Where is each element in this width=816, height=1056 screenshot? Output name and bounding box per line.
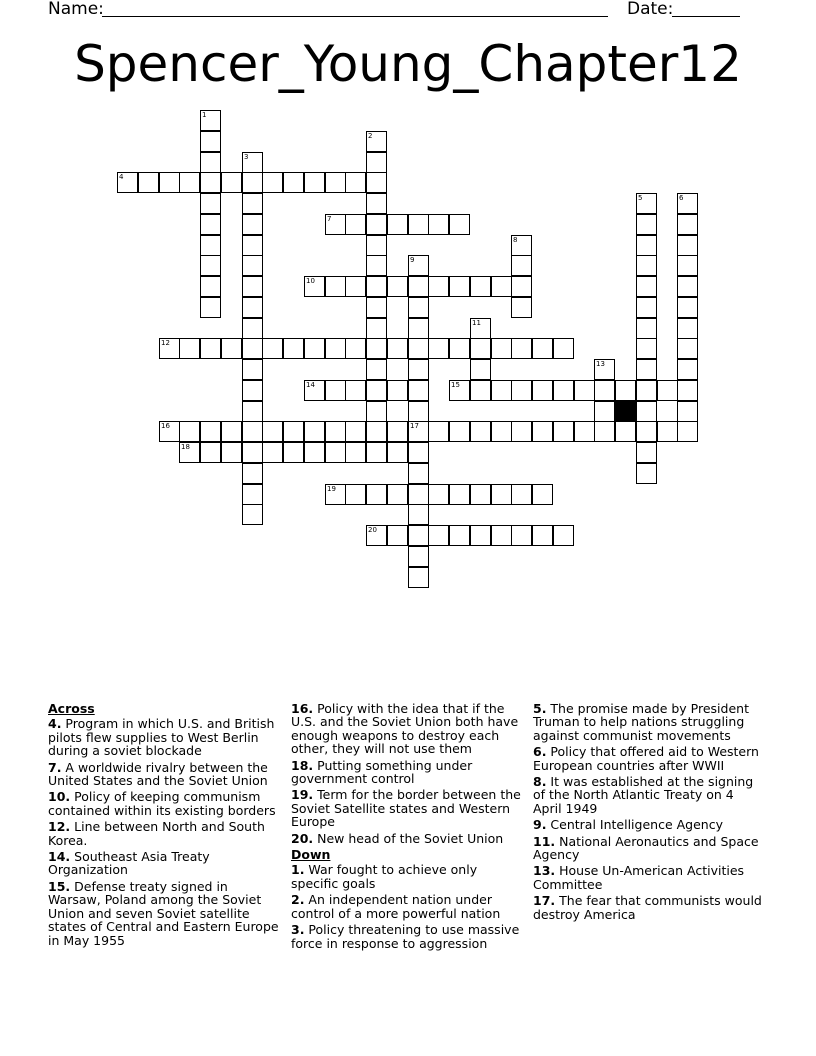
clue-number: 1 (202, 111, 207, 119)
grid-cell[interactable] (200, 214, 221, 235)
grid-cell[interactable] (242, 484, 263, 505)
grid-cell[interactable] (408, 338, 429, 359)
clue-number: 10 (306, 277, 315, 285)
clue-text: Putting something under government control (291, 757, 473, 787)
clue-column-1 (48, 702, 280, 950)
clue-item (48, 790, 280, 817)
grid-cell[interactable] (470, 276, 491, 297)
clue-number-label: 16. (291, 701, 314, 716)
grid-cell[interactable] (200, 442, 221, 463)
clue-text: War fought to achieve only specific goals (291, 862, 478, 891)
clue-item (533, 864, 765, 891)
grid-cell[interactable] (574, 380, 595, 401)
clue-number: 19 (327, 485, 336, 493)
clue-number-label: 17. (533, 893, 556, 909)
grid-cell[interactable] (387, 338, 408, 359)
grid-cell[interactable] (325, 380, 346, 401)
grid-cell[interactable] (366, 131, 387, 152)
clue-number: 11 (472, 319, 481, 327)
grid-cell[interactable] (636, 421, 657, 442)
clue-number: 17 (410, 422, 419, 430)
grid-cell[interactable] (325, 484, 346, 505)
grid-cell[interactable] (387, 214, 408, 235)
grid-cell[interactable] (366, 152, 387, 173)
clue-text: Southeast Asia Treaty Organization (48, 849, 210, 878)
grid-cell[interactable] (491, 525, 512, 546)
grid-cell[interactable] (449, 484, 470, 505)
grid-cell[interactable] (677, 235, 698, 256)
grid-cell[interactable] (304, 338, 325, 359)
grid-cell[interactable] (636, 297, 657, 318)
grid-cell[interactable] (345, 338, 366, 359)
grid-cell[interactable] (428, 338, 449, 359)
grid-cell[interactable] (387, 525, 408, 546)
grid-cell[interactable] (636, 380, 657, 401)
grid-cell[interactable] (366, 193, 387, 214)
grid-cell[interactable] (677, 214, 698, 235)
grid-cell[interactable] (553, 380, 574, 401)
grid-cell[interactable] (200, 131, 221, 152)
grid-cell[interactable] (283, 442, 304, 463)
grid-cell[interactable] (262, 172, 283, 193)
grid-cell[interactable] (200, 421, 221, 442)
grid-cell[interactable] (636, 255, 657, 276)
grid-cell[interactable] (470, 359, 491, 380)
grid-cell[interactable] (159, 421, 180, 442)
clue-number-label: 18. (291, 757, 314, 773)
grid-cell[interactable] (408, 380, 429, 401)
grid-cell[interactable] (636, 276, 657, 297)
clue-number-label: 12. (48, 819, 71, 835)
grid-cell[interactable] (221, 442, 242, 463)
grid-cell[interactable] (138, 172, 159, 193)
clue-text: The promise made by President Truman to help nations struggling against communist movements (533, 701, 749, 743)
grid-cell[interactable] (657, 380, 678, 401)
clue-number: 12 (161, 339, 170, 347)
grid-cell[interactable] (366, 214, 387, 235)
grid-cell[interactable] (532, 484, 553, 505)
clue-text: Term for the border between the Soviet Satellite states and Western Europe (291, 787, 521, 830)
grid-cell[interactable] (345, 380, 366, 401)
grid-cell[interactable] (242, 442, 263, 463)
grid-cell[interactable] (408, 463, 429, 484)
grid-cell[interactable] (345, 214, 366, 235)
grid-cell[interactable] (242, 297, 263, 318)
clue-text: Line between North and South Korea. (48, 819, 265, 848)
clue-text: A worldwide rivalry between the United States and the Soviet Union (48, 759, 268, 789)
clue-number: 2 (368, 132, 373, 140)
grid-cell[interactable] (636, 338, 657, 359)
grid-cell[interactable] (470, 318, 491, 339)
grid-cell[interactable] (449, 338, 470, 359)
clue-text: Policy that offered aid to Western European countries after WWII (533, 744, 759, 773)
grid-cell[interactable] (428, 525, 449, 546)
grid-cell[interactable] (242, 152, 263, 173)
grid-cell[interactable] (304, 380, 325, 401)
clue-item (48, 761, 280, 788)
clue-number-label: 13. (533, 863, 556, 879)
clue-item (533, 835, 765, 862)
grid-cell[interactable] (449, 525, 470, 546)
grid-cell[interactable] (615, 421, 636, 442)
grid-cell[interactable] (366, 338, 387, 359)
grid-cell[interactable] (636, 463, 657, 484)
grid-cell[interactable] (345, 276, 366, 297)
clue-number: 8 (513, 236, 518, 244)
grid-cell[interactable] (408, 297, 429, 318)
grid-cell[interactable] (200, 152, 221, 173)
grid-cell[interactable] (242, 338, 263, 359)
grid-cell[interactable] (242, 235, 263, 256)
grid-cell[interactable] (242, 463, 263, 484)
clue-number: 3 (244, 153, 249, 161)
grid-cell[interactable] (511, 421, 532, 442)
grid-cell[interactable] (366, 235, 387, 256)
clue-text: National Aeronautics and Space Agency (533, 833, 759, 863)
grid-cell[interactable] (511, 276, 532, 297)
clue-number: 18 (181, 443, 190, 451)
grid-cell[interactable] (304, 421, 325, 442)
grid-cell[interactable] (304, 172, 325, 193)
clue-number-label: 1. (291, 862, 305, 878)
grid-cell[interactable] (511, 338, 532, 359)
grid-cell[interactable] (574, 421, 595, 442)
grid-cell[interactable] (532, 421, 553, 442)
grid-cell[interactable] (242, 380, 263, 401)
grid-cell[interactable] (553, 338, 574, 359)
grid-cell[interactable] (408, 359, 429, 380)
grid-cell[interactable] (366, 401, 387, 422)
clue-column-2 (291, 702, 523, 953)
grid-cell[interactable] (262, 338, 283, 359)
clue-number: 5 (638, 194, 643, 202)
grid-cell[interactable] (470, 421, 491, 442)
grid-cell[interactable] (242, 359, 263, 380)
grid-cell[interactable] (200, 110, 221, 131)
grid-cell[interactable] (387, 421, 408, 442)
grid-cell[interactable] (408, 504, 429, 525)
grid-cell[interactable] (594, 359, 615, 380)
grid-cell[interactable] (408, 546, 429, 567)
grid-cell[interactable] (345, 484, 366, 505)
clue-number-label: 14. (48, 849, 71, 865)
grid-cell[interactable] (470, 525, 491, 546)
grid-cell[interactable] (594, 380, 615, 401)
clue-number-label: 4. (48, 716, 62, 732)
grid-cell[interactable] (470, 338, 491, 359)
grid-cell[interactable] (532, 338, 553, 359)
grid-cell[interactable] (511, 297, 532, 318)
grid-cell[interactable] (408, 421, 429, 442)
clue-number-label: 20. (291, 830, 314, 846)
clue-column-3 (533, 702, 765, 924)
grid-cell[interactable] (242, 504, 263, 525)
clue-item (533, 894, 765, 921)
clue-item (533, 775, 765, 815)
grid-cell[interactable] (511, 380, 532, 401)
grid-cell[interactable] (532, 525, 553, 546)
grid-cell[interactable] (221, 338, 242, 359)
grid-cell[interactable] (200, 255, 221, 276)
grid-cell[interactable] (117, 172, 138, 193)
grid-cell[interactable] (553, 525, 574, 546)
grid-cell[interactable] (677, 276, 698, 297)
grid-cell[interactable] (657, 421, 678, 442)
grid-cell[interactable] (677, 193, 698, 214)
clue-item (291, 893, 523, 920)
grid-cell[interactable] (428, 484, 449, 505)
grid-cell[interactable] (179, 442, 200, 463)
grid-cell[interactable] (242, 172, 263, 193)
grid-cell[interactable] (242, 193, 263, 214)
grid-cell[interactable] (242, 421, 263, 442)
clue-text: Defense treaty signed in Warsaw, Poland among the Soviet Union and seven Soviet satellite states of Central and Eastern Europe in May 1955 (48, 878, 279, 948)
grid-cell[interactable] (200, 276, 221, 297)
clue-number-label: 6. (533, 744, 547, 760)
grid-cell[interactable] (408, 484, 429, 505)
clue-text: It was established at the signing of the North Atlantic Treaty on 4 April 1949 (533, 774, 754, 816)
grid-cell[interactable] (408, 442, 429, 463)
grid-cell[interactable] (345, 172, 366, 193)
grid-cell[interactable] (325, 172, 346, 193)
grid-cell[interactable] (428, 421, 449, 442)
clue-item (291, 788, 523, 828)
grid-cell[interactable] (366, 359, 387, 380)
clue-item (291, 759, 523, 786)
grid-cell[interactable] (304, 276, 325, 297)
name-label: Name: (48, 0, 104, 19)
grid-cell[interactable] (179, 421, 200, 442)
grid-cell[interactable] (594, 401, 615, 422)
grid-cell[interactable] (200, 338, 221, 359)
clue-item (291, 863, 523, 890)
clue-item (48, 880, 280, 947)
grid-cell[interactable] (200, 297, 221, 318)
grid-cell[interactable] (242, 401, 263, 422)
clue-text: Policy with the idea that if the U.S. and the Soviet Union both have enough weapons to destroy each other, they will not use them (291, 701, 519, 757)
grid-cell[interactable] (366, 442, 387, 463)
clue-number-label: 15. (48, 878, 71, 894)
clue-number-label: 19. (291, 787, 314, 803)
puzzle-title: Spencer_Young_Chapter12 (74, 35, 742, 93)
grid-cell[interactable] (677, 318, 698, 339)
grid-cell[interactable] (408, 255, 429, 276)
grid-cell[interactable] (366, 318, 387, 339)
clue-number: 6 (679, 194, 684, 202)
grid-cell[interactable] (470, 484, 491, 505)
grid-cell[interactable] (636, 359, 657, 380)
grid-cell[interactable] (553, 421, 574, 442)
clue-number: 4 (119, 173, 124, 181)
grid-cell[interactable] (200, 193, 221, 214)
grid-cell[interactable] (366, 484, 387, 505)
grid-cell[interactable] (408, 276, 429, 297)
grid-cell[interactable] (677, 255, 698, 276)
clue-text: Policy threatening to use massive force in response to aggression (291, 922, 520, 951)
clue-item (291, 702, 523, 756)
grid-cell[interactable] (262, 421, 283, 442)
grid-cell[interactable] (511, 484, 532, 505)
clue-item (291, 923, 523, 950)
grid-cell[interactable] (449, 214, 470, 235)
grid-cell[interactable] (470, 380, 491, 401)
grid-cell[interactable] (325, 421, 346, 442)
grid-cell[interactable] (408, 567, 429, 588)
grid-cell[interactable] (345, 442, 366, 463)
clue-item (533, 745, 765, 772)
grid-cell[interactable] (449, 421, 470, 442)
grid-cell[interactable] (491, 338, 512, 359)
grid-cell[interactable] (366, 297, 387, 318)
grid-cell[interactable] (594, 421, 615, 442)
clue-number-label: 3. (291, 922, 305, 938)
grid-cell[interactable] (532, 380, 553, 401)
grid-cell[interactable] (242, 255, 263, 276)
grid-cell[interactable] (200, 172, 221, 193)
grid-cell[interactable] (283, 421, 304, 442)
clue-number: 13 (596, 360, 605, 368)
grid-cell[interactable] (221, 172, 242, 193)
grid-cell[interactable] (325, 338, 346, 359)
grid-cell[interactable] (636, 214, 657, 235)
clue-item (533, 818, 765, 831)
clue-number-label: 5. (533, 701, 547, 716)
grid-cell[interactable] (325, 442, 346, 463)
grid-cell[interactable] (366, 255, 387, 276)
clue-text: The fear that communists would destroy America (533, 893, 762, 922)
grid-cell[interactable] (677, 338, 698, 359)
grid-cell[interactable] (491, 380, 512, 401)
clue-number: 7 (327, 215, 332, 223)
clue-text: Policy of keeping communism contained within its existing borders (48, 789, 276, 818)
down-heading: Down (291, 847, 331, 863)
clue-number-label: 10. (48, 789, 71, 805)
grid-cell[interactable] (636, 193, 657, 214)
grid-cell[interactable] (408, 318, 429, 339)
grid-cell[interactable] (345, 421, 366, 442)
grid-cell[interactable] (325, 276, 346, 297)
grid-cell[interactable] (366, 525, 387, 546)
grid-cell[interactable] (636, 235, 657, 256)
clue-item (48, 717, 280, 757)
grid-cell[interactable] (511, 235, 532, 256)
grid-cell[interactable] (179, 172, 200, 193)
grid-cell[interactable] (677, 380, 698, 401)
grid-cell[interactable] (262, 442, 283, 463)
grid-cell[interactable] (636, 442, 657, 463)
grid-cell[interactable] (677, 401, 698, 422)
clue-text: Program in which U.S. and British pilots flew supplies to West Berlin during a soviet blockade (48, 716, 275, 759)
grid-cell[interactable] (283, 338, 304, 359)
grid-cell[interactable] (449, 276, 470, 297)
clue-item (291, 832, 523, 845)
grid-cell[interactable] (283, 172, 304, 193)
grid-cell[interactable] (615, 380, 636, 401)
clue-text: Central Intelligence Agency (546, 817, 723, 833)
grid-cell[interactable] (428, 276, 449, 297)
grid-cell[interactable] (366, 421, 387, 442)
grid-cell[interactable] (242, 276, 263, 297)
black-square (615, 401, 636, 422)
clue-item (48, 820, 280, 847)
clue-text: House Un-American Activities Committee (533, 863, 745, 892)
grid-cell[interactable] (366, 380, 387, 401)
clue-number-label: 8. (533, 774, 547, 790)
clue-number: 9 (410, 256, 415, 264)
grid-cell[interactable] (636, 318, 657, 339)
clue-number: 15 (451, 381, 460, 389)
clue-item (533, 702, 765, 742)
grid-cell[interactable] (325, 214, 346, 235)
date-label: Date: (627, 0, 674, 19)
grid-cell[interactable] (159, 172, 180, 193)
grid-cell[interactable] (428, 214, 449, 235)
grid-cell[interactable] (200, 235, 221, 256)
clue-number-label: 2. (291, 892, 305, 908)
grid-cell[interactable] (449, 380, 470, 401)
grid-cell[interactable] (366, 276, 387, 297)
grid-cell[interactable] (511, 255, 532, 276)
grid-cell[interactable] (491, 484, 512, 505)
grid-cell[interactable] (677, 359, 698, 380)
across-heading: Across (48, 701, 95, 716)
clue-number: 16 (161, 422, 170, 430)
grid-cell[interactable] (491, 276, 512, 297)
grid-cell[interactable] (304, 442, 325, 463)
clue-item (48, 850, 280, 877)
grid-cell[interactable] (179, 338, 200, 359)
grid-cell[interactable] (242, 214, 263, 235)
grid-cell[interactable] (636, 401, 657, 422)
clue-number: 20 (368, 526, 377, 534)
grid-cell[interactable] (387, 380, 408, 401)
grid-cell[interactable] (387, 484, 408, 505)
clue-number: 14 (306, 381, 315, 389)
grid-cell[interactable] (408, 525, 429, 546)
grid-cell[interactable] (511, 525, 532, 546)
clue-list (48, 702, 778, 962)
grid-cell[interactable] (408, 214, 429, 235)
grid-cell[interactable] (159, 338, 180, 359)
grid-cell[interactable] (387, 442, 408, 463)
grid-cell[interactable] (242, 318, 263, 339)
grid-cell[interactable] (491, 421, 512, 442)
clue-number-label: 7. (48, 759, 62, 775)
grid-cell[interactable] (221, 421, 242, 442)
grid-cell[interactable] (677, 297, 698, 318)
clue-text: An independent nation under control of a more powerful nation (291, 892, 501, 921)
grid-cell[interactable] (366, 172, 387, 193)
grid-cell[interactable] (387, 276, 408, 297)
clue-number-label: 11. (533, 833, 556, 849)
clue-number-label: 9. (533, 817, 547, 833)
clue-text: New head of the Soviet Union (313, 830, 504, 846)
grid-cell[interactable] (677, 421, 698, 442)
grid-cell[interactable] (408, 401, 429, 422)
